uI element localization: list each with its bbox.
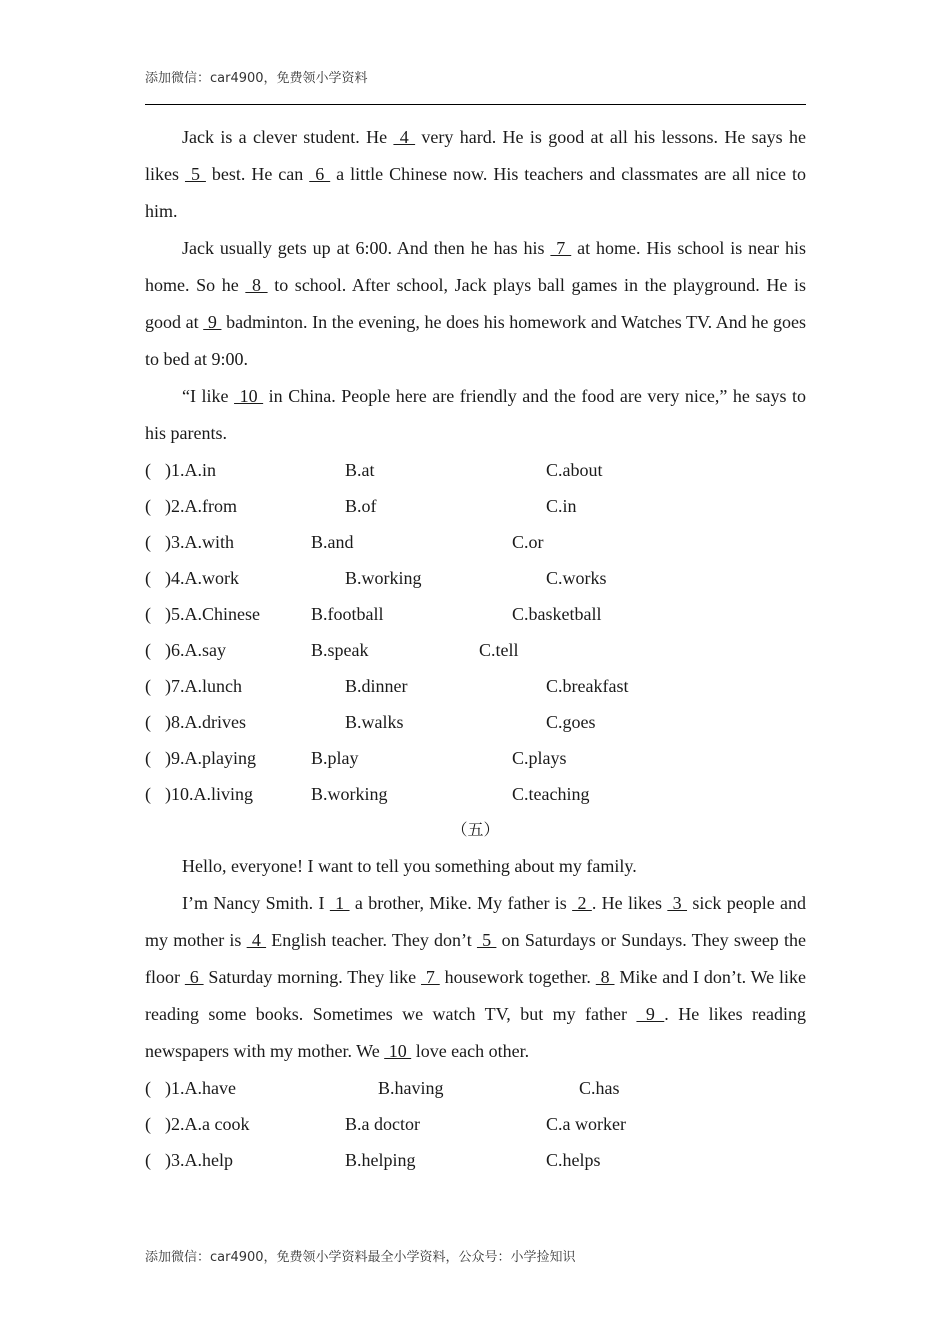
text: love each other. — [411, 1041, 530, 1061]
page-footer: 添加微信：car4900，免费领小学资料最全小学资料，公众号：小学捡知识 — [145, 1250, 576, 1265]
option-b: B.play — [311, 748, 359, 768]
option-c: C.works — [546, 568, 607, 588]
option-row-9 — [145, 740, 806, 776]
option-row-7 — [145, 668, 806, 704]
text: “I like — [182, 386, 235, 406]
option-row-1 — [145, 1070, 806, 1106]
blank-6: 6 — [184, 967, 204, 987]
option-a: )9.A.playing — [165, 748, 256, 768]
option-b: B.football — [311, 604, 384, 624]
blank-7: 7 — [550, 238, 572, 258]
option-row-8 — [145, 704, 806, 740]
text: very hard. He is good at all his lessons. He says he likes — [145, 127, 806, 184]
option-a: )3.A.with — [165, 532, 234, 552]
option-a: )6.A.say — [165, 640, 226, 660]
option-b: B.dinner — [345, 676, 408, 696]
paren: ( — [145, 1078, 151, 1098]
paren: ( — [145, 460, 151, 480]
text: Mike and I don’t. We like reading some books. Sometimes we watch TV, but my father — [145, 967, 807, 1024]
text: badminton. In the evening, he does his homework and Watches TV. And he goes to bed at 9:00. — [145, 312, 806, 369]
option-a: )4.A.work — [165, 568, 239, 588]
paren: ( — [145, 1114, 151, 1134]
passage-paragraph-5-1: Hello, everyone! I want to tell you something about my family. — [182, 856, 637, 876]
blank-8: 8 — [595, 967, 615, 987]
option-b: B.of — [345, 496, 377, 516]
text: a brother, Mike. My father is — [349, 893, 573, 913]
option-c: C.teaching — [512, 784, 590, 804]
text: English teacher. They don’t — [266, 930, 477, 950]
option-row-2 — [145, 488, 806, 524]
option-b: B.helping — [345, 1150, 416, 1170]
options-list-4 — [145, 452, 806, 812]
paren: ( — [145, 1150, 151, 1170]
option-b: B.at — [345, 460, 375, 480]
text: in China. People here are friendly and the food are very nice,” he says to his parents. — [145, 386, 806, 443]
option-row-10 — [145, 776, 806, 812]
option-c: C.helps — [546, 1150, 601, 1170]
text: sick people and my mother is — [145, 893, 807, 950]
text: a little Chinese now. His teachers and classmates are all nice to him. — [145, 164, 806, 221]
paren: ( — [145, 712, 151, 732]
blank-4: 4 — [393, 127, 416, 147]
passage-paragraph-1 — [145, 119, 806, 230]
options-list-5 — [145, 1070, 806, 1178]
passage-paragraph-2 — [145, 230, 806, 378]
option-a: )2.A.a cook — [165, 1114, 250, 1134]
header-divider — [145, 104, 806, 105]
option-row-3 — [145, 524, 806, 560]
blank-10: 10 — [384, 1041, 412, 1061]
option-c: C.a worker — [546, 1114, 626, 1134]
text: Jack usually gets up at 6:00. And then he has his — [182, 238, 551, 258]
option-c: C.plays — [512, 748, 567, 768]
blank-9: 9 — [636, 1004, 665, 1024]
option-a: )3.A.help — [165, 1150, 233, 1170]
option-row-2 — [145, 1106, 806, 1142]
option-a: )1.A.have — [165, 1078, 236, 1098]
passage-paragraph-3 — [145, 378, 806, 452]
blank-9: 9 — [203, 312, 222, 332]
option-c: C.about — [546, 460, 603, 480]
option-a: )8.A.drives — [165, 712, 246, 732]
document-body — [145, 119, 806, 1178]
paren: ( — [145, 676, 151, 696]
blank-2: 2 — [572, 893, 592, 913]
blank-3: 3 — [667, 893, 688, 913]
text: . He likes — [591, 893, 668, 913]
text: best. He can — [205, 164, 310, 184]
option-c: C.or — [512, 532, 544, 552]
text: Saturday morning. They like — [203, 967, 422, 987]
text: housework together. — [439, 967, 596, 987]
blank-10: 10 — [234, 386, 264, 406]
option-row-1 — [145, 452, 806, 488]
paren: ( — [145, 604, 151, 624]
option-b: B.having — [378, 1078, 444, 1098]
page-header: 添加微信：car4900，免费领小学资料 — [145, 71, 368, 86]
option-b: B.a doctor — [345, 1114, 420, 1134]
paren: ( — [145, 784, 151, 804]
option-b: B.working — [311, 784, 388, 804]
option-row-5 — [145, 596, 806, 632]
option-b: B.walks — [345, 712, 404, 732]
text: I’m Nancy Smith. I — [182, 893, 330, 913]
paren: ( — [145, 496, 151, 516]
text: on Saturdays or Sundays. They sweep the floor — [145, 930, 807, 987]
paren: ( — [145, 532, 151, 552]
option-a: )10.A.living — [165, 784, 253, 804]
option-c: C.tell — [479, 640, 519, 660]
option-c: C.breakfast — [546, 676, 629, 696]
option-row-4 — [145, 560, 806, 596]
option-row-6 — [145, 632, 806, 668]
option-b: B.working — [345, 568, 422, 588]
option-c: C.basketball — [512, 604, 602, 624]
paren: ( — [145, 640, 151, 660]
option-a: )7.A.lunch — [165, 676, 242, 696]
blank-7: 7 — [421, 967, 440, 987]
blank-4: 4 — [246, 930, 267, 950]
blank-5: 5 — [184, 164, 206, 184]
paren: ( — [145, 568, 151, 588]
option-row-3 — [145, 1142, 806, 1178]
option-b: B.speak — [311, 640, 369, 660]
option-a: )5.A.Chinese — [165, 604, 260, 624]
option-c: C.goes — [546, 712, 596, 732]
blank-5: 5 — [476, 930, 497, 950]
option-a: )1.A.in — [165, 460, 216, 480]
paren: ( — [145, 748, 151, 768]
option-b: B.and — [311, 532, 354, 552]
text: . He likes reading newspapers with my mother. We — [145, 1004, 806, 1061]
blank-8: 8 — [245, 275, 268, 295]
option-c: C.has — [579, 1078, 620, 1098]
text: at home. His school is near his home. So he — [145, 238, 807, 295]
option-c: C.in — [546, 496, 577, 516]
section-title: （五） — [451, 820, 500, 839]
text: to school. After school, Jack plays ball games in the playground. He is good at — [145, 275, 806, 332]
blank-6: 6 — [309, 164, 331, 184]
option-a: )2.A.from — [165, 496, 237, 516]
passage-paragraph-5-2 — [145, 885, 806, 1070]
text: Jack is a clever student. He — [182, 127, 394, 147]
blank-1: 1 — [329, 893, 350, 913]
